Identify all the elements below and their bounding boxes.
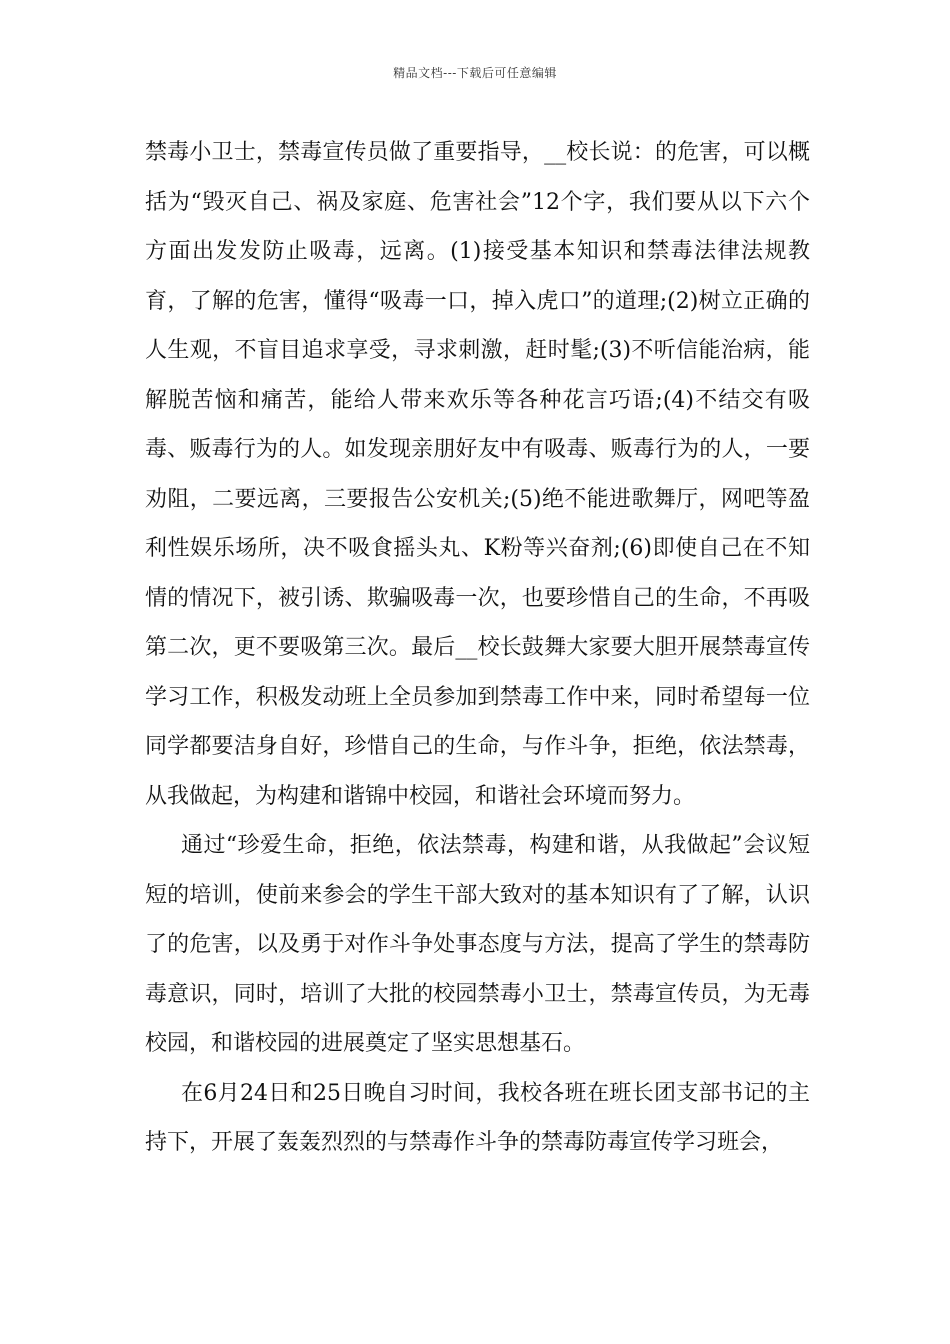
paragraph-1: 禁毒小卫士，禁毒宣传员做了重要指导，__校长说：的危害，可以概括为“毁灭自己、祸及家庭、危害社会”12个字，我们要从以下六个方面出发发防止吸毒，远离。(1)接受基本知识和禁毒法律法规教育，了解的危害，懂得“吸毒一口，掉入虎口”的道理;(2)树立正确的人生观，不盲目追求享受，寻求刺激，赶时髦;(3)不听信能治病，能解脱苦恼和痛苦，能给人带来欢乐等各种花言巧语;(4)不结交有吸毒、贩毒行为的人。如发现亲朋好友中有吸毒、贩毒行为的人，一要劝阻，二要远离，三要报告公安机关;(5)绝不能进歌舞厅，网吧等盈利性娱乐场所，决不吸食摇头丸、K粉等兴奋剂;(6)即使自己在不知情的情况下，被引诱、欺骗吸毒一次，也要珍惜自己的生命，不再吸第二次，更不要吸第三次。最后__校长鼓舞大家要大胆开展禁毒宣传学习工作，积极发动班上全员参加到禁毒工作中来，同时希望每一位同学都要洁身自好，珍惜自己的生命，与作斗争，拒绝，依法禁毒，从我做起，为构建和谐锦中校园，和谐社会环境而努力。 [145,140,810,809]
document-body [145,128,810,1168]
paragraph-3: 在6月24日和25日晚自习时间，我校各班在班长团支部书记的主持下，开展了轰轰烈烈的与禁毒作斗争的禁毒防毒宣传学习班会， [145,1080,810,1155]
page-header: 精品文档---下载后可任意编辑 [393,66,557,80]
paragraph-2: 通过“珍爱生命，拒绝，依法禁毒，构建和谐，从我做起”会议短短的培训，使前来参会的学生干部大致对的基本知识有了了解，认识了的危害，以及勇于对作斗争处事态度与方法，提高了学生的禁毒防毒意识，同时，培训了大批的校园禁毒小卫士，禁毒宣传员，为无毒校园，和谐校园的进展奠定了坚实思想基石。 [145,833,810,1056]
